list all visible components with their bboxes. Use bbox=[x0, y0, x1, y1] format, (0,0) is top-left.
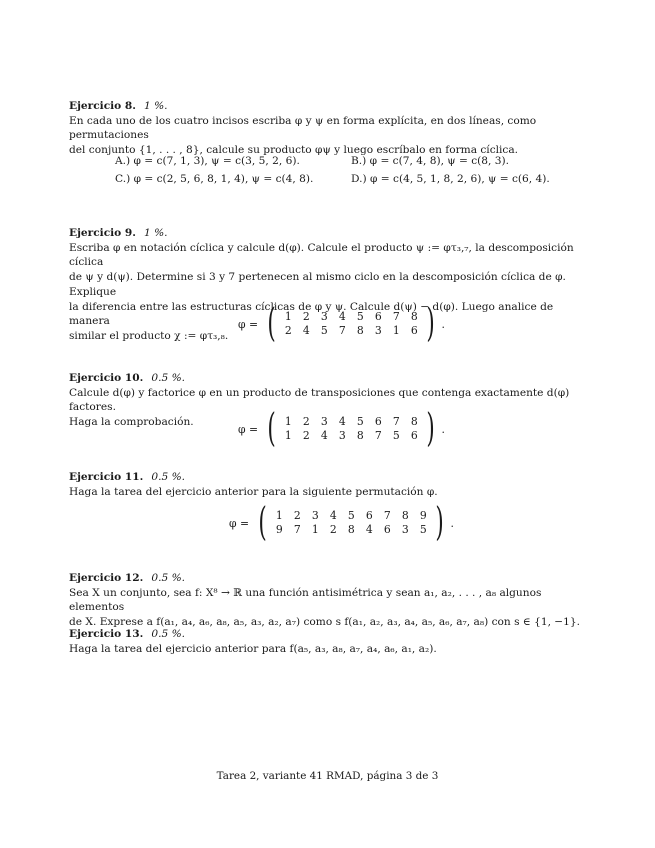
matrix-cell: 4 bbox=[338, 310, 346, 323]
matrix-cell: 2 bbox=[329, 523, 337, 536]
period: . bbox=[450, 516, 454, 530]
exercise-text-line: Haga la tarea del ejercicio anterior para la siguiente permutación φ. bbox=[69, 485, 438, 498]
exercise-heading bbox=[69, 99, 589, 114]
matrix-cell: 8 bbox=[347, 523, 355, 536]
exercise-title: Ejercicio 9. bbox=[69, 227, 136, 239]
matrix-rows bbox=[279, 310, 423, 338]
exercise-title: Ejercicio 13. bbox=[69, 628, 144, 640]
period: . bbox=[441, 422, 445, 436]
left-paren: ( bbox=[258, 500, 267, 545]
right-paren: ) bbox=[426, 301, 436, 346]
item-column-left bbox=[115, 153, 313, 188]
exercise-heading bbox=[69, 627, 589, 642]
exercise-text-line: de ψ y d(ψ). Determine si 3 y 7 pertenecen al mismo ciclo en la descomposición cíclica de φ. Explique bbox=[69, 271, 566, 298]
exercise-heading bbox=[69, 470, 589, 485]
exercise-title: Ejercicio 12. bbox=[69, 572, 144, 584]
matrix-cell: 5 bbox=[320, 324, 328, 337]
permutation-matrix-10 bbox=[238, 406, 445, 451]
exercise-weight: 0.5 %. bbox=[151, 628, 186, 640]
matrix-cell: 7 bbox=[374, 429, 382, 442]
matrix-cell: 9 bbox=[275, 523, 283, 536]
matrix-lhs: φ = bbox=[238, 422, 259, 436]
matrix-cell: 1 bbox=[311, 523, 319, 536]
matrix-top-row bbox=[279, 415, 423, 429]
matrix-rows bbox=[279, 415, 423, 443]
matrix-cell: 2 bbox=[302, 310, 310, 323]
exercise-heading bbox=[69, 371, 589, 386]
exercise-text-line: Escriba φ en notación cíclica y calcule d(φ). Calcule el producto ψ := φτ₃,₇, la descomposición cíclica bbox=[69, 241, 574, 269]
matrix-cell: 6 bbox=[365, 509, 373, 522]
matrix-cell: 4 bbox=[338, 415, 346, 428]
permutation-matrix-11 bbox=[229, 500, 454, 545]
matrix-cell: 3 bbox=[320, 415, 328, 428]
exercise-text-line: del conjunto {1, . . . , 8}, calcule su producto φψ y luego escríbalo en forma cíclica. bbox=[69, 144, 519, 157]
matrix-cell: 3 bbox=[320, 310, 328, 323]
matrix-lhs: φ = bbox=[229, 516, 250, 530]
matrix-cell: 4 bbox=[329, 509, 337, 522]
exercise-weight: 0.5 %. bbox=[151, 372, 186, 384]
exercise-title: Ejercicio 8. bbox=[69, 100, 136, 112]
item-column-right bbox=[351, 153, 550, 188]
matrix-cell: 4 bbox=[320, 429, 328, 442]
matrix-cell: 6 bbox=[410, 429, 418, 442]
matrix-cell: 5 bbox=[356, 310, 364, 323]
matrix-cell: 2 bbox=[293, 509, 301, 522]
left-paren: ( bbox=[267, 301, 276, 346]
matrix-cell: 5 bbox=[392, 429, 400, 442]
matrix-bottom-row bbox=[279, 324, 423, 338]
exercise-weight: 0.5 %. bbox=[151, 572, 186, 584]
matrix-cell: 3 bbox=[374, 324, 382, 337]
matrix-cell: 6 bbox=[374, 415, 382, 428]
exercise-8 bbox=[69, 99, 589, 185]
exercise-text-line: de X. Exprese a f(a₁, a₄, a₆, a₈, a₅, a₃, a₂, a₇) como s f(a₁, a₂, a₃, a₄, a₅, a₆, a₇, a₈) con s ∈ {1, −1}. bbox=[69, 616, 581, 629]
matrix-cell: 1 bbox=[284, 429, 292, 442]
matrix-cell: 1 bbox=[284, 415, 292, 428]
item-d: D.) φ = c(4, 5, 1, 8, 2, 6), ψ = c(6, 4). bbox=[351, 172, 550, 185]
exercise-title: Ejercicio 11. bbox=[69, 471, 144, 483]
exercise-text-line: Haga la tarea del ejercicio anterior para f(a₅, a₃, a₈, a₇, a₄, a₆, a₁, a₂). bbox=[69, 642, 437, 655]
matrix-cell: 8 bbox=[356, 429, 364, 442]
matrix-cell: 1 bbox=[284, 310, 292, 323]
matrix-cell: 4 bbox=[365, 523, 373, 536]
item-b: B.) φ = c(7, 4, 8), ψ = c(8, 3). bbox=[351, 155, 510, 167]
matrix-cell: 8 bbox=[401, 509, 409, 522]
matrix-cell: 5 bbox=[347, 509, 355, 522]
matrix-cell: 5 bbox=[356, 415, 364, 428]
exercise-text-line: similar el producto χ := φτ₃,₈. bbox=[69, 329, 229, 342]
exercise-weight: 1 %. bbox=[144, 100, 168, 112]
exercise-weight: 0.5 %. bbox=[151, 471, 186, 483]
exercise-text-line: la diferencia entre las estructuras cíclicas de φ y ψ. Calcule d(ψ) − d(φ). Luego analice de manera bbox=[69, 300, 554, 328]
exercise-heading bbox=[69, 226, 589, 241]
matrix-bottom-row bbox=[270, 523, 432, 537]
matrix-cell: 5 bbox=[419, 523, 427, 536]
matrix-cell: 3 bbox=[401, 523, 409, 536]
exercise-text-line: Haga la comprobación. bbox=[69, 416, 194, 429]
matrix-rows bbox=[270, 509, 432, 537]
matrix-cell: 4 bbox=[302, 324, 310, 337]
matrix-top-row bbox=[279, 310, 423, 324]
right-paren: ) bbox=[426, 406, 436, 451]
right-paren: ) bbox=[435, 500, 445, 545]
exercise-13 bbox=[69, 627, 589, 656]
matrix-cell: 7 bbox=[392, 310, 400, 323]
exercise-text-line: En cada uno de los cuatro incisos escriba φ y ψ en forma explícita, en dos líneas, como permutaciones bbox=[69, 114, 537, 142]
matrix-cell: 3 bbox=[311, 509, 319, 522]
item-a: A.) φ = c(7, 1, 3), ψ = c(3, 5, 2, 6). bbox=[115, 155, 300, 167]
matrix-cell: 8 bbox=[356, 324, 364, 337]
matrix-cell: 1 bbox=[275, 509, 283, 522]
matrix-cell: 7 bbox=[383, 509, 391, 522]
matrix-cell: 1 bbox=[392, 324, 400, 337]
matrix-cell: 6 bbox=[383, 523, 391, 536]
exercise-11 bbox=[69, 470, 589, 499]
matrix-cell: 7 bbox=[392, 415, 400, 428]
matrix-cell: 7 bbox=[338, 324, 346, 337]
matrix-cell: 7 bbox=[293, 523, 301, 536]
matrix-cell: 6 bbox=[410, 324, 418, 337]
exercise-12 bbox=[69, 571, 589, 630]
period: . bbox=[441, 317, 445, 331]
matrix-cell: 2 bbox=[302, 429, 310, 442]
item-c: C.) φ = c(2, 5, 6, 8, 1, 4), ψ = c(4, 8). bbox=[115, 172, 314, 185]
matrix-cell: 8 bbox=[410, 415, 418, 428]
matrix-cell: 8 bbox=[410, 310, 418, 323]
matrix-cell: 2 bbox=[284, 324, 292, 337]
matrix-cell: 3 bbox=[338, 429, 346, 442]
matrix-top-row bbox=[270, 509, 432, 523]
exercise-weight: 1 %. bbox=[144, 227, 168, 239]
page-footer: Tarea 2, variante 41 RMAD, página 3 de 3 bbox=[216, 770, 439, 782]
matrix-cell: 6 bbox=[374, 310, 382, 323]
permutation-matrix-9 bbox=[238, 301, 445, 346]
matrix-cell: 2 bbox=[302, 415, 310, 428]
exercise-text-line: Calcule d(φ) y factorice φ en un producto de transposiciones que contenga exactamente d(φ) factores. bbox=[69, 386, 570, 414]
exercise-text-line: Sea X un conjunto, sea f: X⁸ → ℝ una función antisimétrica y sean a₁, a₂, . . . , a₈ algunos elementos bbox=[69, 586, 542, 614]
matrix-lhs: φ = bbox=[238, 317, 259, 331]
exercise-title: Ejercicio 10. bbox=[69, 372, 144, 384]
matrix-bottom-row bbox=[279, 429, 423, 443]
matrix-cell: 9 bbox=[419, 509, 427, 522]
left-paren: ( bbox=[267, 406, 276, 451]
exercise-heading bbox=[69, 571, 589, 586]
